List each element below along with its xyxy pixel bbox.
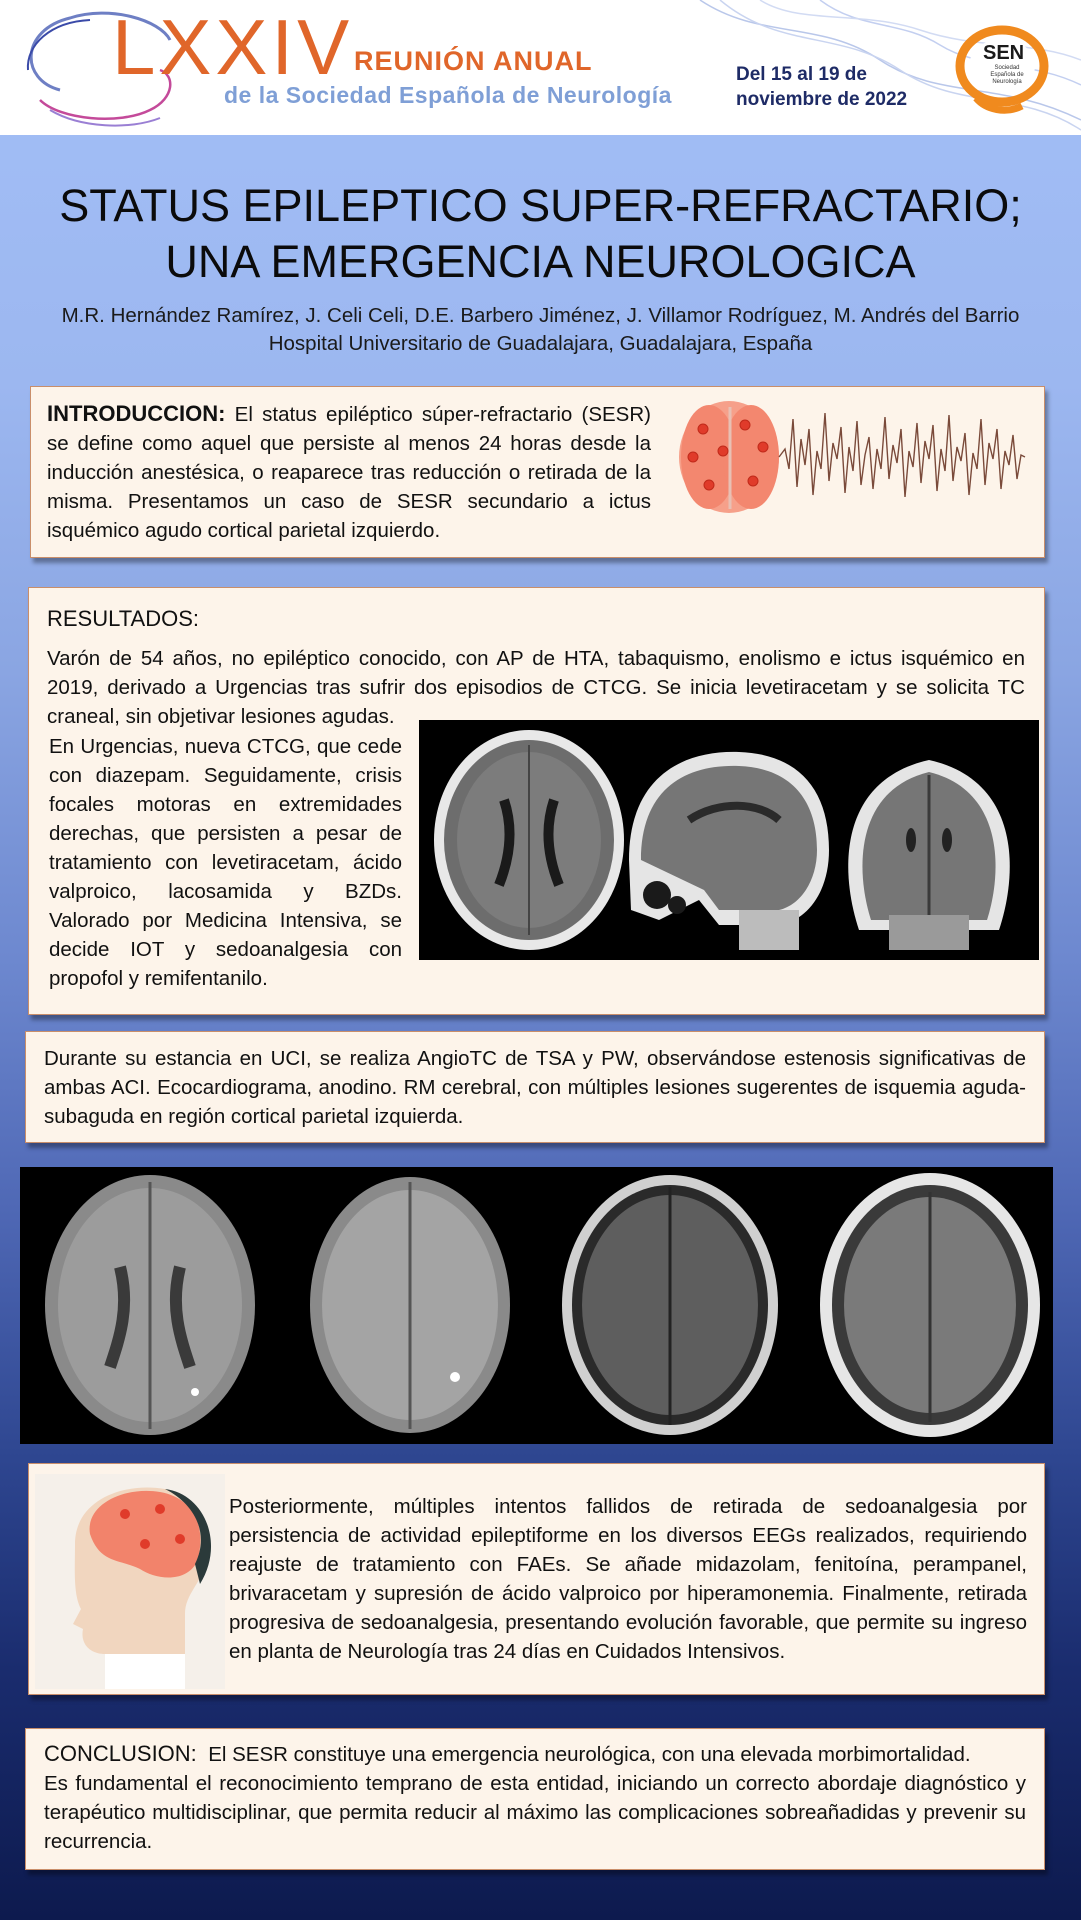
intro-text-block	[47, 399, 651, 545]
sen-logo-text: SEN	[983, 42, 1025, 64]
evolution-box	[28, 1463, 1045, 1695]
results-paragraph-2: En Urgencias, nueva CTCG, que cede con diazepam. Seguidamente, crisis focales motoras en extremidades derechas, que persisten a pesar de tratamiento con levetiracetam, ácido valproico, lacosamida y BZDs. Valorado por Medicina Intensiva, se decide IOT y sedoanalgesia con propofol y remifentanilo.	[49, 735, 402, 990]
sen-logo-subtitle: Sociedad Española de Neurología	[990, 65, 1024, 85]
conclusion-text: Es fundamental el reconocimiento temprano de esta entidad, iniciando un correcto abordaje diagnóstico y terapéutico multidisciplinar, que permita reducir al máximo las complicaciones sobreañadidas y prevenir su recurrencia.	[44, 1772, 1026, 1853]
intro-text: El status epiléptico súper-refractario (SESR) se define como aquel que persiste al menos 24 horas desde la inducción anestésica, o reaparece tras reducción o retirada de la misma. Presentamos un caso de SESR secundario a ictus isquémico agudo cortical parietal izquierdo.	[47, 403, 651, 542]
mri-flair-image-1	[562, 1175, 778, 1435]
uci-box	[25, 1031, 1045, 1143]
conclusion-line-1	[44, 1739, 1026, 1769]
event-dates	[736, 62, 907, 112]
title-line-1: STATUS EPILEPTICO SUPER-REFRACTARIO;	[59, 180, 1022, 231]
uci-text: Durante su estancia en UCI, se realiza AngioTC de TSA y PW, observándose estenosis significativas de ambas ACI. Ecocardiograma, anodino. RM cerebral, con múltiples lesiones sugerentes de isquemia aguda-subaguda en región cortical parietal izquierda.	[44, 1047, 1026, 1128]
author-affiliation: Hospital Universitario de Guadalajara, Guadalajara, España	[268, 332, 813, 355]
evolution-text: Posteriormente, múltiples intentos fallidos de retirada de sedoanalgesia por persistencia de actividad epileptiforme en los diversos EEGs realizados, requiriendo reajuste de tratamiento con FAEs. Se añade midazolam, fenitoína, perampanel, brivaracetam y supresión de ácido valproico por hiperamonemia. Finalmente, retirada progresiva de sedoanalgesia, presentando evolución favorable, que permite su ingreso en planta de Neurología tras 24 días en Cuidados Intensivos.	[229, 1495, 1027, 1663]
author-names: M.R. Hernández Ramírez, J. Celi Celi, D.E. Barbero Jiménez, J. Villamor Rodríguez, M. Andrés del Barrio	[61, 304, 1020, 327]
dates-line-2: noviembre de 2022	[736, 89, 908, 110]
header-banner	[0, 0, 1081, 135]
authors-block	[0, 302, 1081, 358]
intro-heading: INTRODUCCION:	[47, 401, 226, 426]
reunion-anual: REUNIÓN ANUAL	[354, 46, 593, 76]
head-profile-illustration	[35, 1474, 225, 1689]
poster-title	[0, 178, 1081, 290]
intro-box	[30, 386, 1045, 558]
mri-dwi-image-1	[45, 1175, 255, 1435]
mri-dwi-image-2	[310, 1177, 510, 1433]
title-line-2: UNA EMERGENCIA NEUROLOGICA	[165, 236, 916, 287]
roman-numeral: LXXIV	[112, 3, 354, 91]
mri-flair-image-2	[820, 1173, 1040, 1437]
ct-axial-image	[434, 730, 624, 950]
conclusion-first-line: El SESR constituye una emergencia neurológica, con una elevada morbimortalidad.	[208, 1743, 971, 1766]
ct-scan-images	[419, 720, 1039, 960]
ct-sagittal-image	[629, 752, 829, 950]
results-paragraph-1: Varón de 54 años, no epiléptico conocido, con AP de HTA, tabaquismo, enolismo e ictus isquémico en 2019, derivado a Urgencias tras sufrir dos episodios de CTCG. Se inicia levetiracetam y se solicita TC craneal, sin objetivar lesiones agudas.	[47, 647, 1025, 728]
conclusion-box	[25, 1728, 1045, 1870]
ct-coronal-image	[848, 760, 1010, 950]
sociedad-subtitle: de la Sociedad Española de Neurología	[224, 82, 672, 108]
conclusion-heading: CONCLUSION:	[44, 1741, 197, 1766]
results-heading: RESULTADOS:	[47, 606, 199, 631]
results-box	[28, 587, 1045, 1015]
brain-eeg-illustration	[675, 399, 1035, 514]
dates-line-1: Del 15 al 19 de	[736, 64, 867, 85]
mri-images	[20, 1167, 1053, 1444]
